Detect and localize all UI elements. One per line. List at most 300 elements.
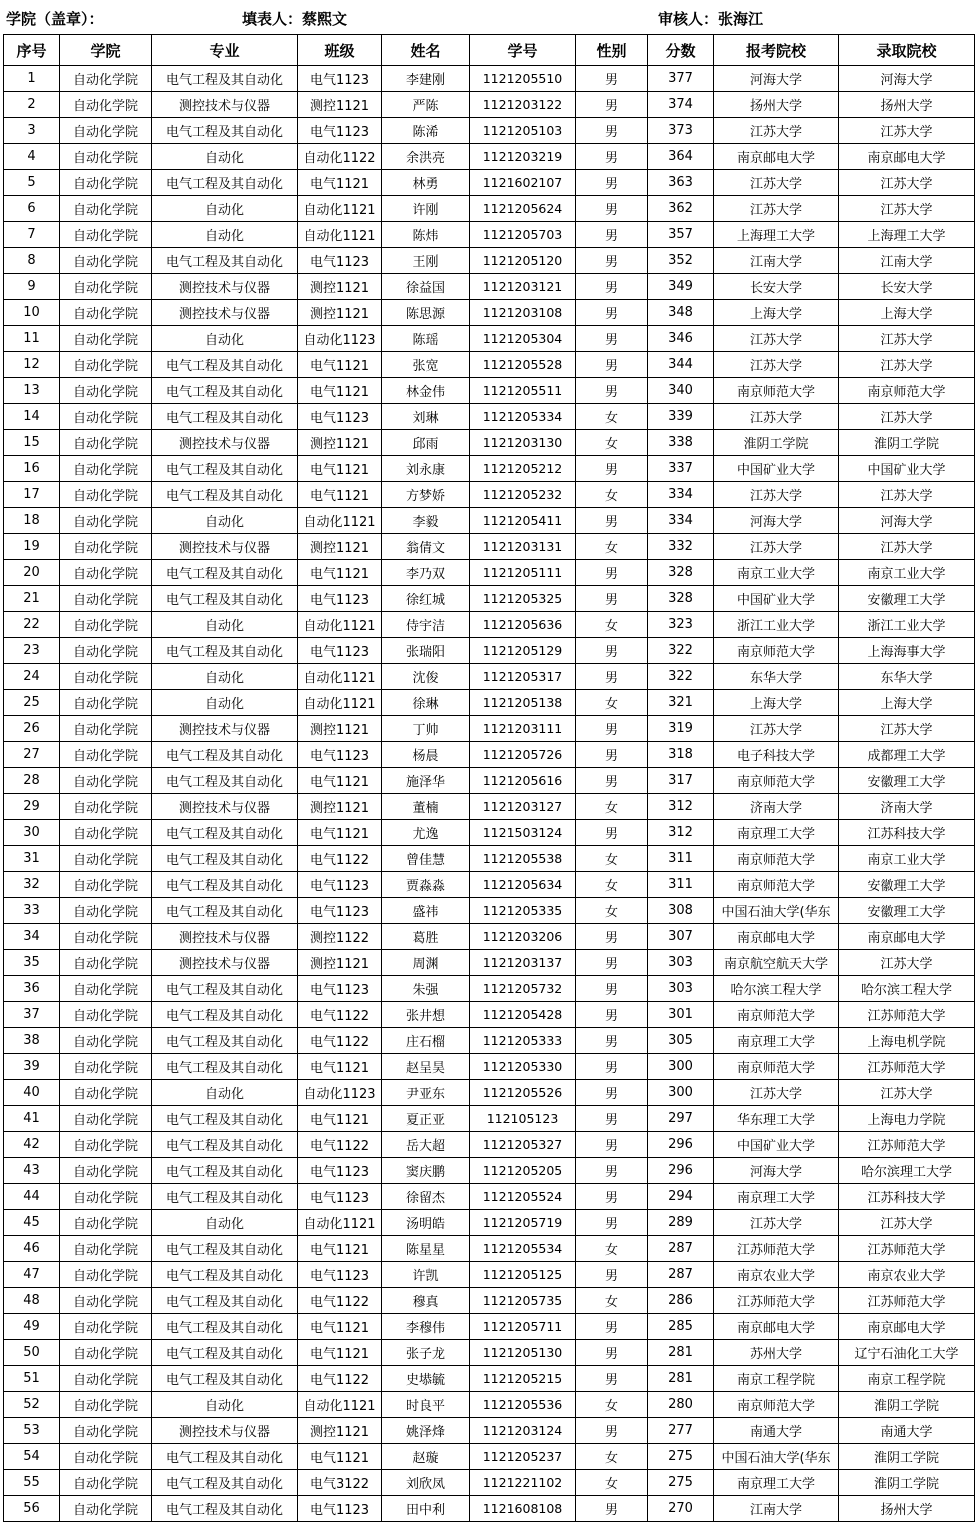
col-admitted-school-cell: 南京邮电大学: [839, 1314, 975, 1340]
col-major-cell: 电气工程及其自动化: [152, 1340, 298, 1366]
col-admitted-school-cell: 江苏大学: [839, 404, 975, 430]
col-index-cell: 14: [4, 404, 60, 430]
col-score-cell: 373: [648, 118, 714, 144]
table-row: [4, 170, 975, 196]
table-row: [4, 482, 975, 508]
table-row: [4, 352, 975, 378]
col-name-cell: 陈思源: [382, 300, 470, 326]
col-major-cell: 电气工程及其自动化: [152, 1184, 298, 1210]
col-score-cell: 296: [648, 1132, 714, 1158]
col-student-id-cell: 1121205212: [470, 456, 576, 482]
col-gender-cell: 男: [576, 820, 648, 846]
col-student-id-cell: 1121203137: [470, 950, 576, 976]
col-major-cell: 电气工程及其自动化: [152, 1262, 298, 1288]
col-major-cell: 电气工程及其自动化: [152, 586, 298, 612]
col-college-cell: 自动化学院: [60, 1236, 152, 1262]
col-major-cell: 电气工程及其自动化: [152, 1288, 298, 1314]
col-admitted-school-cell: 江苏师范大学: [839, 1288, 975, 1314]
col-admitted-school-cell: 江苏大学: [839, 1080, 975, 1106]
col-student-id-cell: 1121205726: [470, 742, 576, 768]
col-student-id-cell: 1121205538: [470, 846, 576, 872]
col-major-cell: 电气工程及其自动化: [152, 560, 298, 586]
col-score-cell: 352: [648, 248, 714, 274]
col-student-id-cell: 1121205232: [470, 482, 576, 508]
col-score-cell: 317: [648, 768, 714, 794]
table-row: [4, 1470, 975, 1496]
col-gender-cell: 女: [576, 430, 648, 456]
table-row: [4, 1106, 975, 1132]
col-admitted-school-cell: 江苏大学: [839, 170, 975, 196]
col-college-cell: 自动化学院: [60, 326, 152, 352]
col-student-id-cell: 1121203219: [470, 144, 576, 170]
col-name-cell: 尹亚东: [382, 1080, 470, 1106]
col-major-cell: 电气工程及其自动化: [152, 742, 298, 768]
table-row: [4, 690, 975, 716]
col-applied-school-cell: 南京工程学院: [714, 1366, 839, 1392]
table-row: [4, 768, 975, 794]
col-score-cell: 374: [648, 92, 714, 118]
col-class-cell: 电气1121: [298, 1236, 382, 1262]
col-student-id-cell: 1121205317: [470, 664, 576, 690]
col-score-cell: 349: [648, 274, 714, 300]
col-index-cell: 54: [4, 1444, 60, 1470]
col-major-cell: 自动化: [152, 508, 298, 534]
col-college-cell: 自动化学院: [60, 976, 152, 1002]
col-class-cell: 测控1121: [298, 716, 382, 742]
col-applied-school-cell: 江苏师范大学: [714, 1236, 839, 1262]
col-applied-school-cell: 河海大学: [714, 508, 839, 534]
col-applied-school-cell: 江苏大学: [714, 534, 839, 560]
col-major-cell: 电气工程及其自动化: [152, 1132, 298, 1158]
col-name-cell: 张子龙: [382, 1340, 470, 1366]
table-row: [4, 1262, 975, 1288]
col-index-cell: 4: [4, 144, 60, 170]
col-major-cell: 测控技术与仪器: [152, 794, 298, 820]
col-college-cell: 自动化学院: [60, 1002, 152, 1028]
col-student-id-cell: 1121205636: [470, 612, 576, 638]
col-student-id-cell: 112105123: [470, 1106, 576, 1132]
col-college-cell: 自动化学院: [60, 1132, 152, 1158]
col-student-id-cell: 1121205103: [470, 118, 576, 144]
table-row: [4, 1496, 975, 1522]
col-score-cell: 348: [648, 300, 714, 326]
col-major-cell: 测控技术与仪器: [152, 534, 298, 560]
col-student-id-cell: 1121205111: [470, 560, 576, 586]
col-score-cell: 344: [648, 352, 714, 378]
table-row: [4, 326, 975, 352]
col-applied-school-cell: 江苏大学: [714, 716, 839, 742]
col-score-cell: 337: [648, 456, 714, 482]
col-student-id-cell: 1121205719: [470, 1210, 576, 1236]
col-name-cell: 林勇: [382, 170, 470, 196]
col-applied-school-cell: 哈尔滨工程大学: [714, 976, 839, 1002]
col-student-id-cell: 1121205215: [470, 1366, 576, 1392]
col-college-cell: 自动化学院: [60, 560, 152, 586]
col-student-id-cell: 1121205510: [470, 66, 576, 92]
col-major-cell: 自动化: [152, 1392, 298, 1418]
table-row: [4, 664, 975, 690]
col-admitted-school-cell: 东华大学: [839, 664, 975, 690]
col-admitted-school-cell: 上海理工大学: [839, 222, 975, 248]
col-score-cell: 297: [648, 1106, 714, 1132]
col-index-cell: 36: [4, 976, 60, 1002]
col-class-cell: 电气1123: [298, 742, 382, 768]
col-student-id-cell: 1121205125: [470, 1262, 576, 1288]
col-admitted-school-cell: 南通大学: [839, 1418, 975, 1444]
col-applied-school-cell: 淮阴工学院: [714, 430, 839, 456]
col-college-cell: 自动化学院: [60, 66, 152, 92]
col-applied-school-cell: 江苏大学: [714, 404, 839, 430]
col-score-cell: 303: [648, 976, 714, 1002]
table-row: [4, 300, 975, 326]
col-major-cell: 自动化: [152, 664, 298, 690]
col-index-cell: 3: [4, 118, 60, 144]
col-student-id-cell: 1121205327: [470, 1132, 576, 1158]
col-college-cell: 自动化学院: [60, 274, 152, 300]
col-index-header: 序号: [4, 35, 60, 66]
col-class-cell: 测控1122: [298, 924, 382, 950]
col-student-id-cell: 1121205624: [470, 196, 576, 222]
col-class-cell: 电气1123: [298, 1158, 382, 1184]
col-name-cell: 丁帅: [382, 716, 470, 742]
col-gender-cell: 男: [576, 1262, 648, 1288]
col-major-cell: 测控技术与仪器: [152, 1418, 298, 1444]
col-index-cell: 19: [4, 534, 60, 560]
col-applied-school-cell: 江苏大学: [714, 1080, 839, 1106]
col-score-cell: 339: [648, 404, 714, 430]
col-index-cell: 46: [4, 1236, 60, 1262]
form-header: [0, 0, 977, 34]
col-class-cell: 测控1121: [298, 430, 382, 456]
col-major-cell: 自动化: [152, 144, 298, 170]
col-admitted-school-header: 录取院校: [839, 35, 975, 66]
col-name-cell: 杨晨: [382, 742, 470, 768]
col-name-cell: 贾淼淼: [382, 872, 470, 898]
col-index-cell: 31: [4, 846, 60, 872]
col-applied-school-cell: 南京航空航天大学: [714, 950, 839, 976]
col-score-cell: 301: [648, 1002, 714, 1028]
col-major-cell: 电气工程及其自动化: [152, 1054, 298, 1080]
col-class-cell: 测控1121: [298, 534, 382, 560]
col-major-cell: 电气工程及其自动化: [152, 846, 298, 872]
col-index-cell: 6: [4, 196, 60, 222]
table-row: [4, 612, 975, 638]
col-student-id-cell: 1121203108: [470, 300, 576, 326]
col-admitted-school-cell: 济南大学: [839, 794, 975, 820]
col-admitted-school-cell: 南京工业大学: [839, 560, 975, 586]
table-row: [4, 1158, 975, 1184]
col-score-cell: 311: [648, 872, 714, 898]
col-applied-school-cell: 南京师范大学: [714, 1002, 839, 1028]
col-score-cell: 277: [648, 1418, 714, 1444]
col-student-id-cell: 1121205325: [470, 586, 576, 612]
col-gender-cell: 男: [576, 92, 648, 118]
col-score-cell: 311: [648, 846, 714, 872]
col-score-cell: 275: [648, 1444, 714, 1470]
col-gender-cell: 女: [576, 404, 648, 430]
col-admitted-school-cell: 淮阴工学院: [839, 1470, 975, 1496]
col-class-cell: 自动化1121: [298, 612, 382, 638]
table-row: [4, 1288, 975, 1314]
col-applied-school-cell: 河海大学: [714, 66, 839, 92]
col-admitted-school-cell: 上海海事大学: [839, 638, 975, 664]
col-student-id-cell: 1121205528: [470, 352, 576, 378]
col-applied-school-cell: 中国矿业大学: [714, 586, 839, 612]
table-row: [4, 1392, 975, 1418]
col-student-id-cell: 1121205130: [470, 1340, 576, 1366]
table-row: [4, 560, 975, 586]
col-score-cell: 300: [648, 1054, 714, 1080]
table-row: [4, 404, 975, 430]
col-admitted-school-cell: 辽宁石油化工大学: [839, 1340, 975, 1366]
col-name-cell: 侍宇洁: [382, 612, 470, 638]
col-gender-cell: 女: [576, 482, 648, 508]
col-name-cell: 田中利: [382, 1496, 470, 1522]
col-name-cell: 刘琳: [382, 404, 470, 430]
col-applied-school-cell: 长安大学: [714, 274, 839, 300]
col-class-cell: 电气1122: [298, 1366, 382, 1392]
col-class-cell: 测控1121: [298, 794, 382, 820]
col-student-id-cell: 1121203111: [470, 716, 576, 742]
table-row: [4, 196, 975, 222]
col-score-cell: 296: [648, 1158, 714, 1184]
col-admitted-school-cell: 安徽理工大学: [839, 768, 975, 794]
col-class-cell: 测控1121: [298, 300, 382, 326]
college-seal-label: 学院（盖章）：: [6, 10, 104, 28]
col-class-cell: 自动化1121: [298, 508, 382, 534]
col-college-cell: 自动化学院: [60, 924, 152, 950]
col-gender-cell: 男: [576, 742, 648, 768]
col-gender-cell: 男: [576, 1054, 648, 1080]
col-applied-school-cell: 中国矿业大学: [714, 456, 839, 482]
col-score-cell: 308: [648, 898, 714, 924]
col-class-cell: 电气1121: [298, 560, 382, 586]
col-class-cell: 电气1121: [298, 1444, 382, 1470]
col-major-cell: 电气工程及其自动化: [152, 482, 298, 508]
col-gender-cell: 女: [576, 1392, 648, 1418]
col-college-cell: 自动化学院: [60, 300, 152, 326]
col-name-cell: 史塨毓: [382, 1366, 470, 1392]
col-score-cell: 319: [648, 716, 714, 742]
col-name-cell: 庄石榴: [382, 1028, 470, 1054]
col-score-cell: 286: [648, 1288, 714, 1314]
col-college-cell: 自动化学院: [60, 716, 152, 742]
col-student-id-cell: 1121203124: [470, 1418, 576, 1444]
col-college-cell: 自动化学院: [60, 898, 152, 924]
table-row: [4, 898, 975, 924]
col-gender-cell: 男: [576, 1418, 648, 1444]
col-name-cell: 李乃双: [382, 560, 470, 586]
col-student-id-cell: 1121205536: [470, 1392, 576, 1418]
col-admitted-school-cell: 江苏科技大学: [839, 820, 975, 846]
col-index-cell: 53: [4, 1418, 60, 1444]
col-college-header: 学院: [60, 35, 152, 66]
col-index-cell: 17: [4, 482, 60, 508]
col-admitted-school-cell: 江苏师范大学: [839, 1132, 975, 1158]
col-student-id-cell: 1121205534: [470, 1236, 576, 1262]
col-name-cell: 葛胜: [382, 924, 470, 950]
col-student-id-cell: 1121205334: [470, 404, 576, 430]
filler-label: 填表人：蔡熙文: [242, 10, 348, 28]
col-name-cell: 沈俊: [382, 664, 470, 690]
col-college-cell: 自动化学院: [60, 352, 152, 378]
col-index-cell: 47: [4, 1262, 60, 1288]
col-student-id-cell: 1121203206: [470, 924, 576, 950]
col-admitted-school-cell: 南京工程学院: [839, 1366, 975, 1392]
col-college-cell: 自动化学院: [60, 950, 152, 976]
col-admitted-school-cell: 安徽理工大学: [839, 898, 975, 924]
col-gender-cell: 女: [576, 690, 648, 716]
col-student-id-cell: 1121205711: [470, 1314, 576, 1340]
col-admitted-school-cell: 安徽理工大学: [839, 872, 975, 898]
col-name-cell: 周渊: [382, 950, 470, 976]
col-college-cell: 自动化学院: [60, 612, 152, 638]
col-index-cell: 32: [4, 872, 60, 898]
admission-table: [3, 34, 975, 1522]
col-class-cell: 自动化1121: [298, 196, 382, 222]
col-class-cell: 电气1123: [298, 586, 382, 612]
col-student-id-cell: 1121205138: [470, 690, 576, 716]
col-admitted-school-cell: 哈尔滨工程大学: [839, 976, 975, 1002]
col-admitted-school-cell: 扬州大学: [839, 92, 975, 118]
table-row: [4, 118, 975, 144]
col-class-cell: 自动化1123: [298, 326, 382, 352]
col-student-id-cell: 1121203131: [470, 534, 576, 560]
col-index-cell: 23: [4, 638, 60, 664]
col-index-cell: 51: [4, 1366, 60, 1392]
col-major-cell: 电气工程及其自动化: [152, 872, 298, 898]
col-student-id-cell: 1121205333: [470, 1028, 576, 1054]
col-admitted-school-cell: 南京邮电大学: [839, 924, 975, 950]
col-admitted-school-cell: 江苏大学: [839, 196, 975, 222]
col-major-cell: 自动化: [152, 690, 298, 716]
col-gender-cell: 男: [576, 1132, 648, 1158]
col-college-cell: 自动化学院: [60, 1106, 152, 1132]
col-college-cell: 自动化学院: [60, 1288, 152, 1314]
col-class-cell: 电气1121: [298, 170, 382, 196]
col-index-cell: 37: [4, 1002, 60, 1028]
col-major-cell: 电气工程及其自动化: [152, 898, 298, 924]
col-applied-school-cell: 扬州大学: [714, 92, 839, 118]
col-applied-school-cell: 江苏大学: [714, 170, 839, 196]
col-college-cell: 自动化学院: [60, 664, 152, 690]
col-gender-cell: 男: [576, 1080, 648, 1106]
col-name-cell: 刘欣凤: [382, 1470, 470, 1496]
col-class-cell: 电气1121: [298, 378, 382, 404]
col-class-cell: 电气1122: [298, 1288, 382, 1314]
col-applied-school-cell: 江苏大学: [714, 118, 839, 144]
table-row: [4, 1366, 975, 1392]
col-name-cell: 徐红城: [382, 586, 470, 612]
col-index-cell: 8: [4, 248, 60, 274]
col-college-cell: 自动化学院: [60, 1080, 152, 1106]
col-major-cell: 测控技术与仪器: [152, 274, 298, 300]
col-student-id-cell: 1121205129: [470, 638, 576, 664]
col-gender-cell: 男: [576, 274, 648, 300]
col-college-cell: 自动化学院: [60, 794, 152, 820]
col-score-cell: 281: [648, 1340, 714, 1366]
table-row: [4, 794, 975, 820]
col-class-cell: 电气1121: [298, 482, 382, 508]
col-name-header: 姓名: [382, 35, 470, 66]
col-admitted-school-cell: 江苏大学: [839, 1210, 975, 1236]
col-name-cell: 许凯: [382, 1262, 470, 1288]
col-admitted-school-cell: 淮阴工学院: [839, 1392, 975, 1418]
col-student-id-cell: 1121205616: [470, 768, 576, 794]
col-score-cell: 322: [648, 638, 714, 664]
col-major-cell: 电气工程及其自动化: [152, 976, 298, 1002]
col-name-cell: 方梦娇: [382, 482, 470, 508]
col-admitted-school-cell: 河海大学: [839, 508, 975, 534]
col-index-cell: 2: [4, 92, 60, 118]
col-major-cell: 自动化: [152, 1210, 298, 1236]
col-index-cell: 22: [4, 612, 60, 638]
col-applied-school-cell: 南京农业大学: [714, 1262, 839, 1288]
col-major-cell: 电气工程及其自动化: [152, 1470, 298, 1496]
col-major-cell: 自动化: [152, 222, 298, 248]
col-admitted-school-cell: 浙江工业大学: [839, 612, 975, 638]
col-applied-school-cell: 中国矿业大学: [714, 1132, 839, 1158]
col-major-cell: 测控技术与仪器: [152, 924, 298, 950]
col-name-cell: 赵呈昊: [382, 1054, 470, 1080]
col-name-cell: 刘永康: [382, 456, 470, 482]
col-college-cell: 自动化学院: [60, 1314, 152, 1340]
table-row: [4, 92, 975, 118]
col-gender-cell: 女: [576, 1236, 648, 1262]
col-name-cell: 严陈: [382, 92, 470, 118]
col-gender-cell: 男: [576, 508, 648, 534]
col-index-cell: 55: [4, 1470, 60, 1496]
col-student-id-cell: 1121602107: [470, 170, 576, 196]
col-name-cell: 王刚: [382, 248, 470, 274]
col-index-cell: 9: [4, 274, 60, 300]
col-gender-cell: 男: [576, 1366, 648, 1392]
col-admitted-school-cell: 上海大学: [839, 690, 975, 716]
col-class-cell: 自动化1121: [298, 1392, 382, 1418]
col-gender-cell: 男: [576, 118, 648, 144]
col-admitted-school-cell: 上海电机学院: [839, 1028, 975, 1054]
col-gender-cell: 男: [576, 638, 648, 664]
col-college-cell: 自动化学院: [60, 638, 152, 664]
col-score-cell: 332: [648, 534, 714, 560]
col-score-cell: 362: [648, 196, 714, 222]
col-applied-school-cell: 南京师范大学: [714, 638, 839, 664]
col-score-cell: 321: [648, 690, 714, 716]
col-name-cell: 邱雨: [382, 430, 470, 456]
col-college-cell: 自动化学院: [60, 456, 152, 482]
col-class-cell: 测控1121: [298, 274, 382, 300]
col-college-cell: 自动化学院: [60, 404, 152, 430]
table-row: [4, 976, 975, 1002]
col-class-cell: 自动化1123: [298, 1080, 382, 1106]
col-admitted-school-cell: 江苏师范大学: [839, 1002, 975, 1028]
col-name-cell: 林金伟: [382, 378, 470, 404]
table-row: [4, 950, 975, 976]
col-admitted-school-cell: 江苏大学: [839, 482, 975, 508]
col-major-cell: 电气工程及其自动化: [152, 1106, 298, 1132]
col-gender-cell: 男: [576, 456, 648, 482]
col-score-cell: 334: [648, 508, 714, 534]
col-student-id-cell: 1121205428: [470, 1002, 576, 1028]
col-index-cell: 15: [4, 430, 60, 456]
col-index-cell: 18: [4, 508, 60, 534]
col-name-cell: 李毅: [382, 508, 470, 534]
col-major-cell: 测控技术与仪器: [152, 300, 298, 326]
col-gender-cell: 男: [576, 378, 648, 404]
table-row: [4, 1340, 975, 1366]
col-index-cell: 45: [4, 1210, 60, 1236]
table-row: [4, 742, 975, 768]
